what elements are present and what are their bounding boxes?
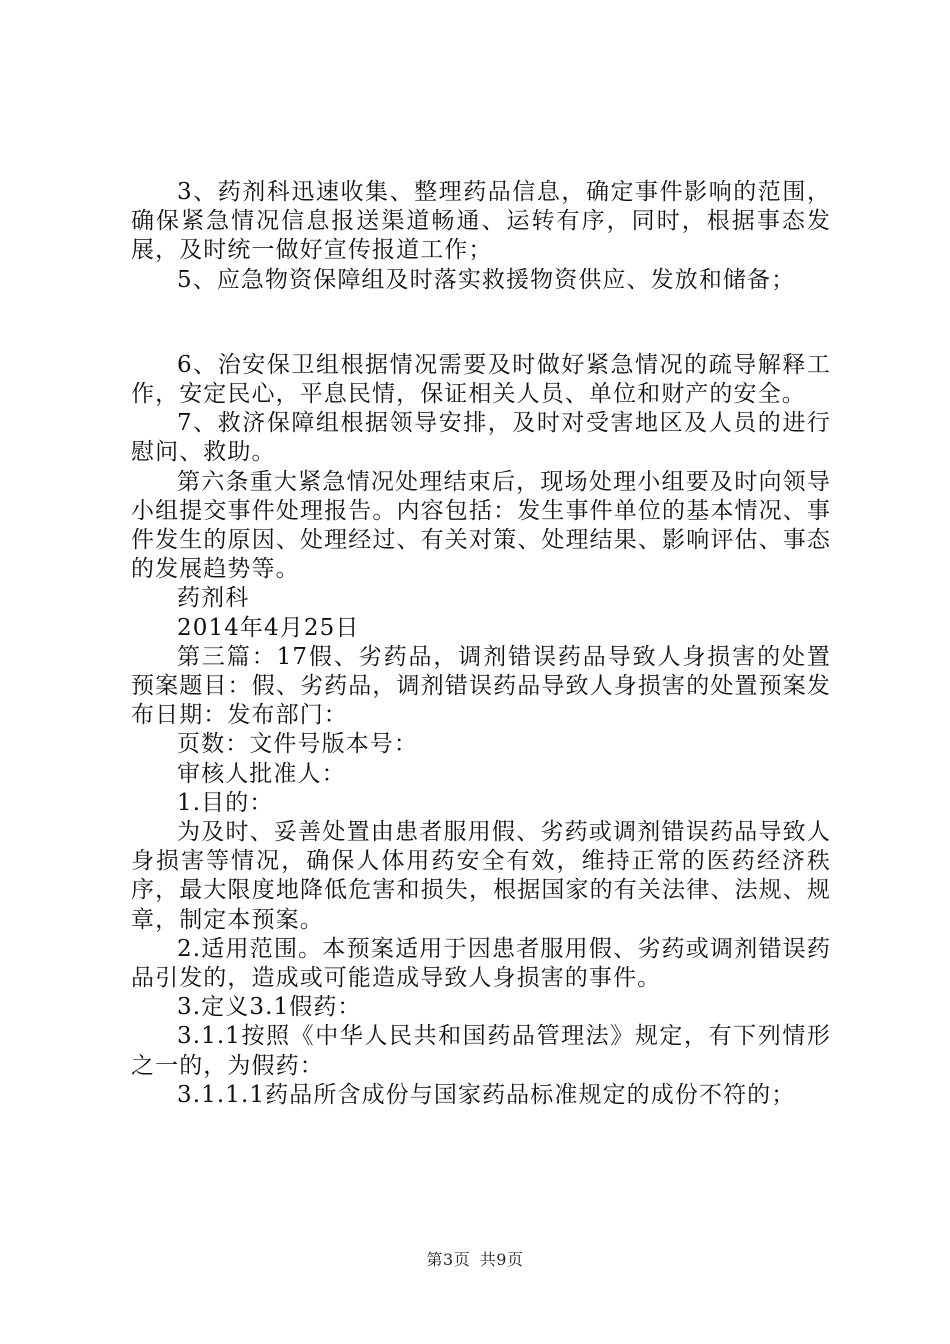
paragraph-definition-3-1-1-1: 3.1.1.1药品所含成份与国家药品标准规定的成份不符的； <box>177 1081 796 1108</box>
page-total: 共9页 <box>479 1250 524 1269</box>
meta-reviewer-approver: 审核人批准人： <box>177 760 346 787</box>
page-number: 第3页 <box>426 1250 471 1269</box>
page-footer <box>0 1247 950 1270</box>
document-body <box>131 178 831 1110</box>
signature-date: 2014年4月25日 <box>177 614 360 641</box>
heading-definition: 3.定义3.1假药： <box>177 994 362 1021</box>
paragraph-article-6: 第六条重大紧急情况处理结束后，现场处理小组要及时向领导小组提交事件处理报告。内容包括：发生事件单位的基本情况、事件发生的原因、处理经过、有关对策、处理结果、影响评估、事态的发展趋势等。 <box>131 468 831 583</box>
paragraph-item-3: 3、药剂科迅速收集、整理药品信息，确定事件影响的范围，确保紧急情况信息报送渠道畅通、运转有序，同时，根据事态发展，及时统一做好宣传报道工作； <box>131 179 831 264</box>
paragraph-item-6: 6、治安保卫组根据情况需要及时做好紧急情况的疏导解释工作，安定民心，平息民情，保证相关人员、单位和财产的安全。 <box>131 351 831 408</box>
signature-department: 药剂科 <box>177 585 250 612</box>
paragraph-definition-3-1-1: 3.1.1按照《中华人民共和国药品管理法》规定，有下列情形之一的，为假药： <box>131 1023 831 1079</box>
paragraph-scope: 2.适用范围。本预案适用于因患者服用假、劣药或调剂错误药品引发的，造成或可能造成导致人身损害的事件。 <box>131 935 831 992</box>
section-title-part-3: 第三篇：17假、劣药品，调剂错误药品导致人身损害的处置预案题目：假、劣药品，调剂错误药品导致人身损害的处置预案发布日期：发布部门： <box>131 643 831 729</box>
paragraph-item-7: 7、救济保障组根据领导安排，及时对受害地区及人员的进行慰问、救助。 <box>131 410 831 466</box>
paragraph-purpose: 为及时、妥善处置由患者服用假、劣药或调剂错误药品导致人身损害等情况，确保人体用药安全有效，维持正常的医药经济秩序，最大限度地降低危害和损失，根据国家的有关法律、法规、规章，制定本预案。 <box>131 819 831 933</box>
heading-purpose: 1.目的： <box>177 789 274 816</box>
meta-pages-docno: 页数：文件号版本号： <box>177 731 418 758</box>
paragraph-item-5: 5、应急物资保障组及时落实救援物资供应、发放和储备； <box>177 266 796 293</box>
